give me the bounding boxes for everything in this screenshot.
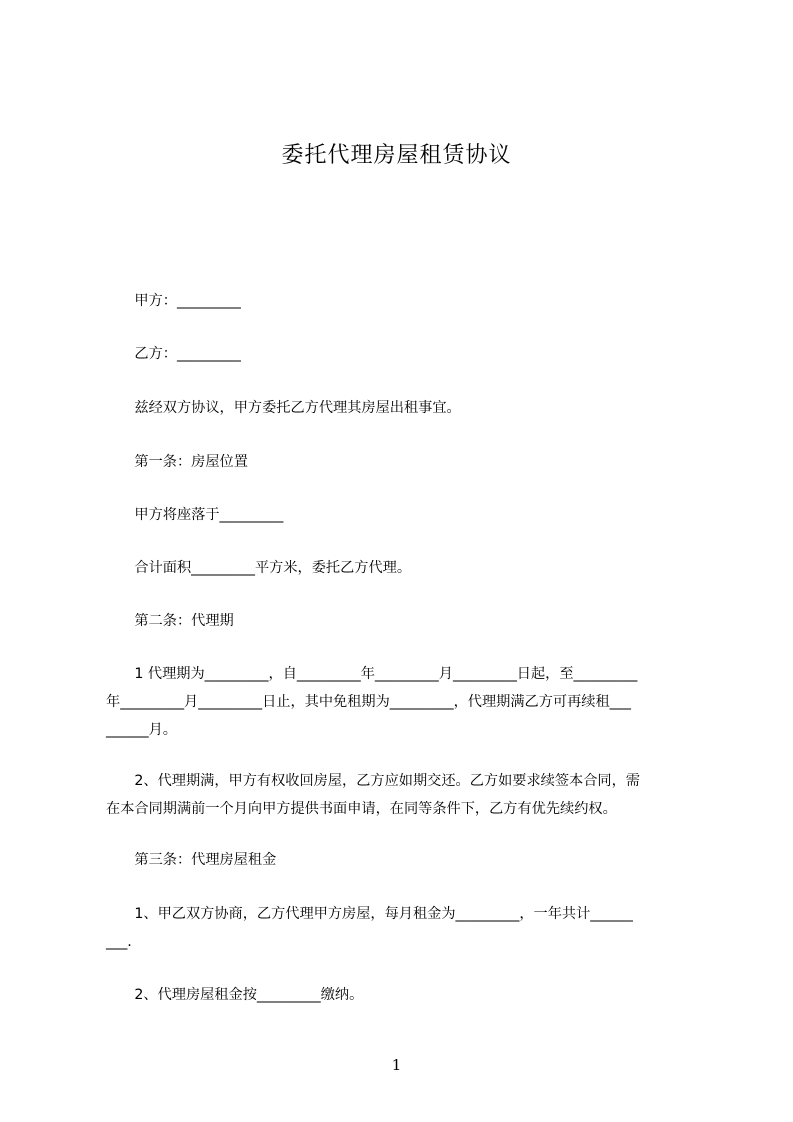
text-line: 甲方将座落于_________ [106,507,284,523]
article-1-area [106,554,710,582]
article-1-location [106,501,710,529]
text-line: 第一条：房屋位置 [106,454,248,470]
document-title: 委托代理房屋租赁协议 [281,143,512,168]
preamble-paragraph [106,394,710,422]
text-line: 2、代理期满，甲方有权收回房屋，乙方应如期交还。乙方如要求续签本合同，需 [106,773,640,789]
text-line: 1、甲乙双方协商，乙方代理甲方房屋，每月租金为_________，一年共计______ [106,906,633,922]
text-line: 1 代理期为_________，自_________年_________月_________日起，至_________ [106,666,638,682]
text-line: 甲方：_________ [106,293,241,309]
page-number: 1 [391,1056,402,1074]
text-line: 第二条：代理期 [106,613,234,629]
article-3-heading [106,846,710,874]
article-2-heading [106,607,710,635]
text-line: 在本合同期满前一个月向甲方提供书面申请，在同等条件下，乙方有优先续约权。 [106,801,617,817]
text-line: 乙方：_________ [106,346,241,362]
text-line: 合计面积_________平方米，委托乙方代理。 [106,560,412,576]
party-a-line [106,287,710,315]
text-line: 年_________月_________日止，其中免租期为_________，代理期满乙方可再续租___ [106,694,631,710]
text-line: 2、代理房屋租金按_________缴纳。 [106,987,364,1003]
text-line: ___. [106,934,132,950]
article-3-clause-2 [106,981,710,1009]
article-2-clause-1 [106,660,710,744]
party-b-line [106,340,710,368]
text-line: ______月。 [106,722,177,738]
text-line: 兹经双方协议，甲方委托乙方代理其房屋出租事宜。 [106,400,461,416]
text-line: 第三条：代理房屋租金 [106,852,277,868]
article-1-heading [106,448,710,476]
article-2-clause-2 [106,767,710,823]
article-3-clause-1 [106,900,710,956]
